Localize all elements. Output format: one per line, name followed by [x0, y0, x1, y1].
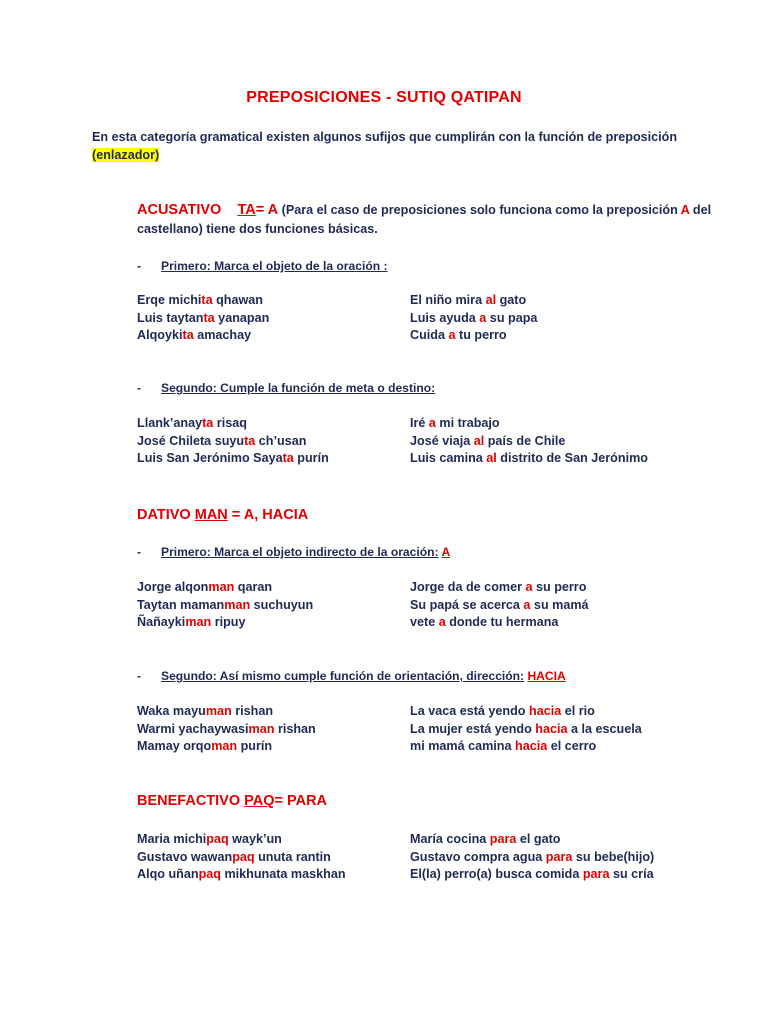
example-text: Cuida — [410, 328, 449, 343]
example-text: María cocina — [410, 832, 490, 846]
example-text: rishan — [231, 704, 274, 718]
example-line — [410, 433, 648, 451]
intro-paragraph — [92, 128, 692, 164]
acusativo-heading — [137, 202, 711, 218]
acusativo-sub2-heading — [137, 381, 435, 395]
page-title: PREPOSICIONES - SUTIQ QATIPAN — [246, 89, 522, 106]
dash: - — [137, 259, 142, 273]
intro-highlight: (enlazador) — [92, 148, 160, 162]
example-line — [410, 703, 642, 721]
example-highlight: man — [248, 721, 275, 736]
example-line — [410, 614, 589, 632]
acusativo-line2: castellano) tiene dos funciones básicas. — [137, 222, 378, 236]
example-line — [410, 327, 537, 345]
example-highlight: paq — [206, 832, 229, 846]
example-text: Alqo uñan — [137, 867, 199, 882]
example-line — [137, 831, 346, 849]
example-text: Iré — [410, 416, 429, 430]
example-text: Waka mayu — [137, 704, 206, 718]
example-highlight: al — [473, 433, 485, 448]
example-text: el cerro — [547, 739, 597, 754]
example-text: El niño mira — [410, 293, 486, 307]
acusativo-suffix: TA — [237, 202, 256, 218]
example-line — [410, 849, 654, 867]
example-text: amachay — [193, 328, 252, 343]
example-text: su mamá — [530, 597, 589, 612]
example-text: Gustavo compra agua — [410, 849, 546, 864]
dativo-heading — [137, 507, 308, 523]
example-text: Jorge da de comer — [410, 580, 526, 594]
example-highlight: ta — [202, 416, 214, 430]
example-line — [410, 415, 648, 433]
example-line — [410, 831, 654, 849]
example-line — [410, 292, 537, 310]
benefactivo-suffix: PAQ — [244, 793, 275, 809]
example-line — [137, 450, 329, 468]
example-highlight: a — [523, 597, 531, 612]
example-text: yanapan — [214, 310, 270, 325]
dativo-suffix: MAN — [194, 507, 228, 523]
dash: - — [137, 669, 142, 683]
acusativo-sub2-label: Segundo: Cumple la función de meta o destino: — [161, 381, 436, 395]
example-text: el gato — [516, 832, 561, 846]
example-text: purín — [293, 451, 329, 466]
example-text: su cría — [609, 867, 654, 882]
example-line — [137, 849, 346, 867]
intro-text: En esta categoría gramatical existen algunos sufijos que cumplirán con la función de preposición — [92, 130, 678, 144]
example-line — [137, 292, 269, 310]
example-text: unuta rantin — [254, 849, 331, 864]
acusativo-sub1-right — [410, 292, 537, 345]
example-highlight: a — [525, 580, 533, 594]
dativo-sub1-label: Primero: Marca el objeto indirecto de la oración: — [161, 545, 439, 559]
example-text: mi trabajo — [435, 416, 500, 430]
example-highlight: para — [489, 832, 517, 846]
example-line — [137, 614, 313, 632]
benefactivo-right — [410, 831, 654, 884]
example-highlight: paq — [232, 849, 255, 864]
example-highlight: hacia — [535, 721, 568, 736]
example-highlight: hacia — [515, 739, 548, 754]
acusativo-sub1-left — [137, 292, 269, 345]
example-highlight: ta — [182, 328, 194, 343]
acusativo-paren-a: (Para el caso de preposiciones solo funciona como la preposición — [281, 203, 681, 217]
example-highlight: ta — [282, 451, 294, 466]
example-text: qaran — [234, 580, 273, 594]
example-line — [137, 579, 313, 597]
example-highlight: a — [448, 328, 456, 343]
example-highlight: paq — [198, 867, 221, 882]
example-line — [137, 738, 316, 756]
example-highlight: man — [185, 615, 212, 630]
benefactivo-heading — [137, 793, 327, 809]
dativo-sub2-tail: HACIA — [527, 669, 566, 683]
example-text: rishan — [274, 721, 316, 736]
example-text: su papa — [486, 310, 538, 325]
example-line — [410, 310, 537, 328]
example-text: Mamay orqo — [137, 739, 212, 754]
dash: - — [137, 545, 142, 559]
example-highlight: ta — [203, 310, 215, 325]
dash: - — [137, 381, 142, 395]
acusativo-paren-b: del — [689, 203, 712, 217]
example-text: El(la) perro(a) busca comida — [410, 867, 583, 882]
dativo-sub1-left — [137, 579, 313, 632]
example-line — [410, 579, 589, 597]
example-highlight: para — [545, 849, 573, 864]
example-line — [410, 597, 589, 615]
example-highlight: al — [486, 451, 497, 466]
example-text: su perro — [532, 580, 587, 594]
example-line — [410, 721, 642, 739]
acusativo-name: ACUSATIVO — [137, 202, 222, 218]
example-text: La mujer está yendo — [410, 721, 536, 736]
example-text: wayk’un — [228, 832, 282, 846]
example-highlight: para — [582, 867, 610, 882]
example-text: Su papá se acerca — [410, 597, 524, 612]
example-highlight: a — [479, 310, 487, 325]
example-text: vete — [410, 615, 439, 630]
benefactivo-left — [137, 831, 346, 884]
example-text: Jorge alqon — [137, 580, 209, 594]
example-text: Maria michi — [137, 832, 207, 846]
acusativo-paren — [282, 203, 711, 217]
dativo-name: DATIVO — [137, 507, 191, 523]
example-line — [137, 866, 346, 884]
dativo-sub2-heading — [137, 669, 566, 683]
acusativo-sub1-label: Primero: Marca el objeto de la oración : — [161, 259, 388, 273]
example-text: a la escuela — [567, 721, 642, 736]
dativo-sub1-right — [410, 579, 589, 632]
example-text: el rio — [561, 704, 595, 718]
example-highlight: al — [485, 293, 497, 307]
dativo-sub1-heading — [137, 545, 450, 559]
example-line — [137, 721, 316, 739]
example-text: qhawan — [212, 293, 263, 307]
dativo-sub1-tail: A — [441, 545, 451, 559]
example-text: José Chileta suyu — [137, 433, 245, 448]
example-line — [137, 597, 313, 615]
example-highlight: ta — [244, 433, 256, 448]
example-text: purín — [237, 739, 273, 754]
example-line — [410, 738, 642, 756]
dativo-sub2-right — [410, 703, 642, 756]
example-line — [410, 866, 654, 884]
dativo-eq: = A, HACIA — [231, 507, 309, 523]
example-text: tu perro — [455, 328, 507, 343]
example-line — [137, 327, 269, 345]
example-text: mi mamá camina — [410, 739, 515, 754]
example-highlight: man — [205, 704, 232, 718]
example-text: Taytan maman — [137, 597, 225, 612]
example-text: Luis ayuda — [410, 310, 480, 325]
example-text: Luis camina — [410, 451, 487, 466]
example-highlight: hacia — [529, 704, 562, 718]
example-text: risaq — [213, 416, 247, 430]
example-highlight: man — [211, 739, 238, 754]
example-highlight: ta — [201, 293, 213, 307]
example-line — [137, 415, 329, 433]
dativo-sub2-label: Segundo: Así mismo cumple función de orientación, dirección: — [161, 669, 525, 683]
example-line — [137, 703, 316, 721]
acusativo-sub2-left — [137, 415, 329, 468]
example-highlight: a — [428, 416, 436, 430]
dativo-sub2-left — [137, 703, 316, 756]
example-text: Llank’anay — [137, 416, 203, 430]
example-text: distrito de San Jerónimo — [496, 451, 648, 466]
example-text: gato — [496, 293, 527, 307]
example-text: mikhunata maskhan — [220, 867, 346, 882]
example-highlight: man — [224, 597, 251, 612]
example-text: ch’usan — [255, 433, 307, 448]
example-text: La vaca está yendo — [410, 704, 530, 718]
example-text: Gustavo wawan — [137, 849, 233, 864]
example-text: donde tu hermana — [445, 615, 559, 630]
example-text: Alqoyki — [137, 328, 183, 343]
example-text: ripuy — [211, 615, 246, 630]
acusativo-eq: = A — [255, 202, 278, 218]
example-line — [137, 310, 269, 328]
example-line — [137, 433, 329, 451]
example-text: Warmi yachaywasi — [137, 721, 249, 736]
example-text: Luis San Jerónimo Saya — [137, 451, 283, 466]
example-line — [410, 450, 648, 468]
example-text: José viaja — [410, 433, 474, 448]
acusativo-sub1-heading — [137, 259, 387, 273]
example-text: Luis taytan — [137, 310, 204, 325]
acusativo-sub2-right — [410, 415, 648, 468]
acusativo-paren-letter: A — [680, 203, 690, 217]
example-text: Ñañayki — [137, 615, 186, 630]
benefactivo-name: BENEFACTIVO — [137, 793, 241, 809]
example-text: suchuyun — [250, 597, 314, 612]
example-text: Erqe michi — [137, 293, 202, 307]
example-text: país de Chile — [484, 433, 566, 448]
example-highlight: man — [208, 580, 235, 594]
example-text: su bebe(hijo) — [572, 849, 655, 864]
benefactivo-eq: = PARA — [274, 793, 328, 809]
example-highlight: a — [438, 615, 446, 630]
